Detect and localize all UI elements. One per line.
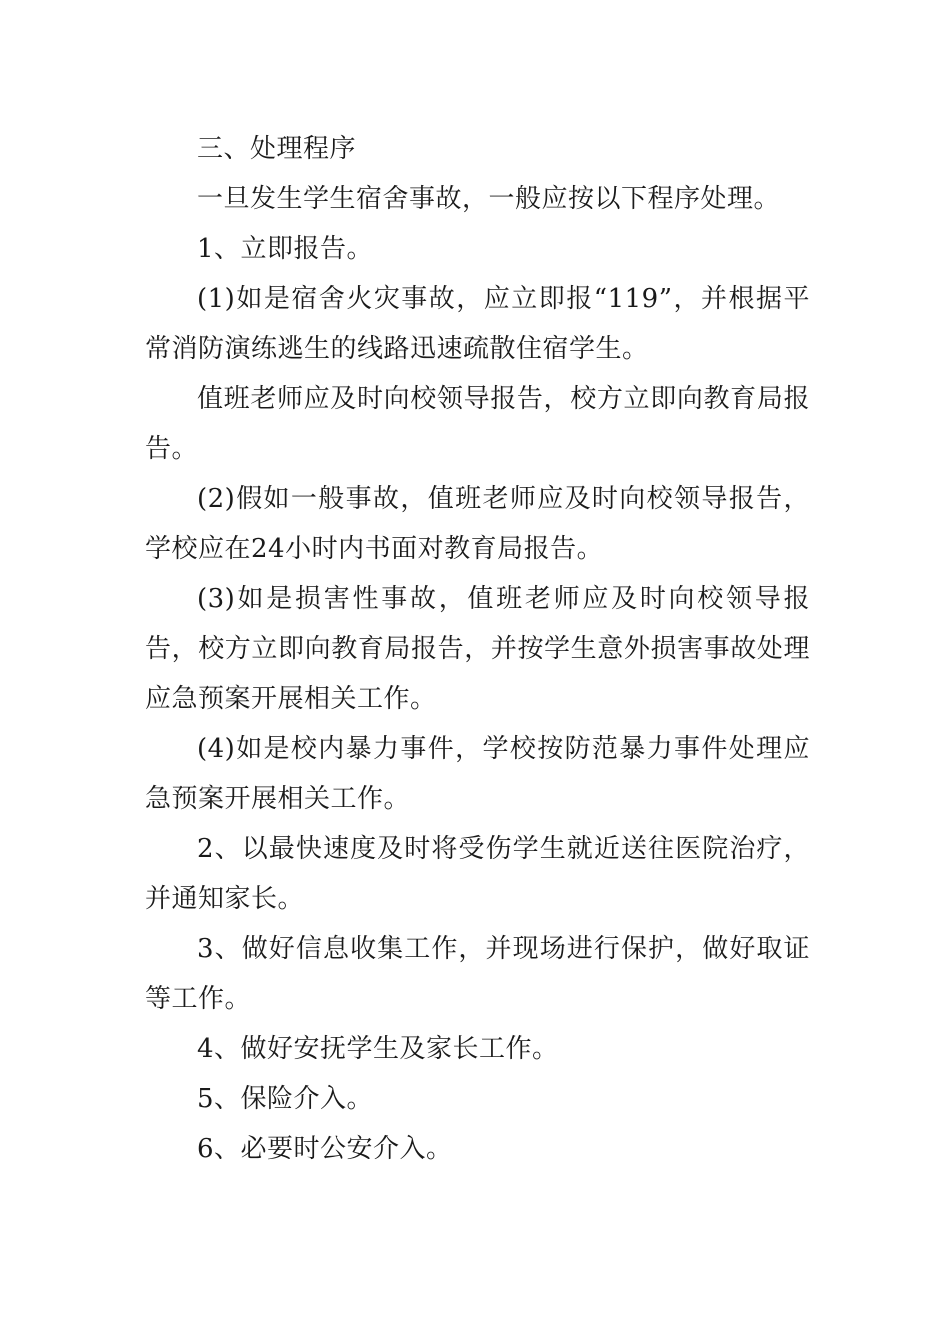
document-body [145,124,810,1174]
paragraph-item-5: 5、保险介入。 [197,1084,374,1114]
paragraph-item-2: 2、以最快速度及时将受伤学生就近送往医院治疗，并通知家长。 [145,834,810,914]
paragraph-item-6: 6、必要时公安介入。 [197,1134,453,1164]
section-heading: 三、处理程序 [197,134,357,164]
paragraph-item-1-3: (3)如是损害性事故，值班老师应及时向校领导报告，校方立即向教育局报告，并按学生意外损害事故处理应急预案开展相关工作。 [145,584,810,714]
paragraph-item-4: 4、做好安抚学生及家长工作。 [197,1034,559,1064]
paragraph-intro: 一旦发生学生宿舍事故，一般应按以下程序处理。 [197,184,781,214]
paragraph-item-3: 3、做好信息收集工作，并现场进行保护，做好取证等工作。 [145,934,810,1014]
paragraph-item-1-2: (2)假如一般事故，值班老师应及时向校领导报告，学校应在24小时内书面对教育局报告。 [145,484,810,564]
paragraph-item-1: 1、立即报告。 [197,234,374,264]
paragraph-item-1-1-cont: 值班老师应及时向校领导报告，校方立即向教育局报告。 [145,384,810,464]
paragraph-item-1-4: (4)如是校内暴力事件，学校按防范暴力事件处理应急预案开展相关工作。 [145,734,810,814]
paragraph-item-1-1: (1)如是宿舍火灾事故，应立即报“119”，并根据平常消防演练逃生的线路迅速疏散住宿学生。 [145,284,810,364]
